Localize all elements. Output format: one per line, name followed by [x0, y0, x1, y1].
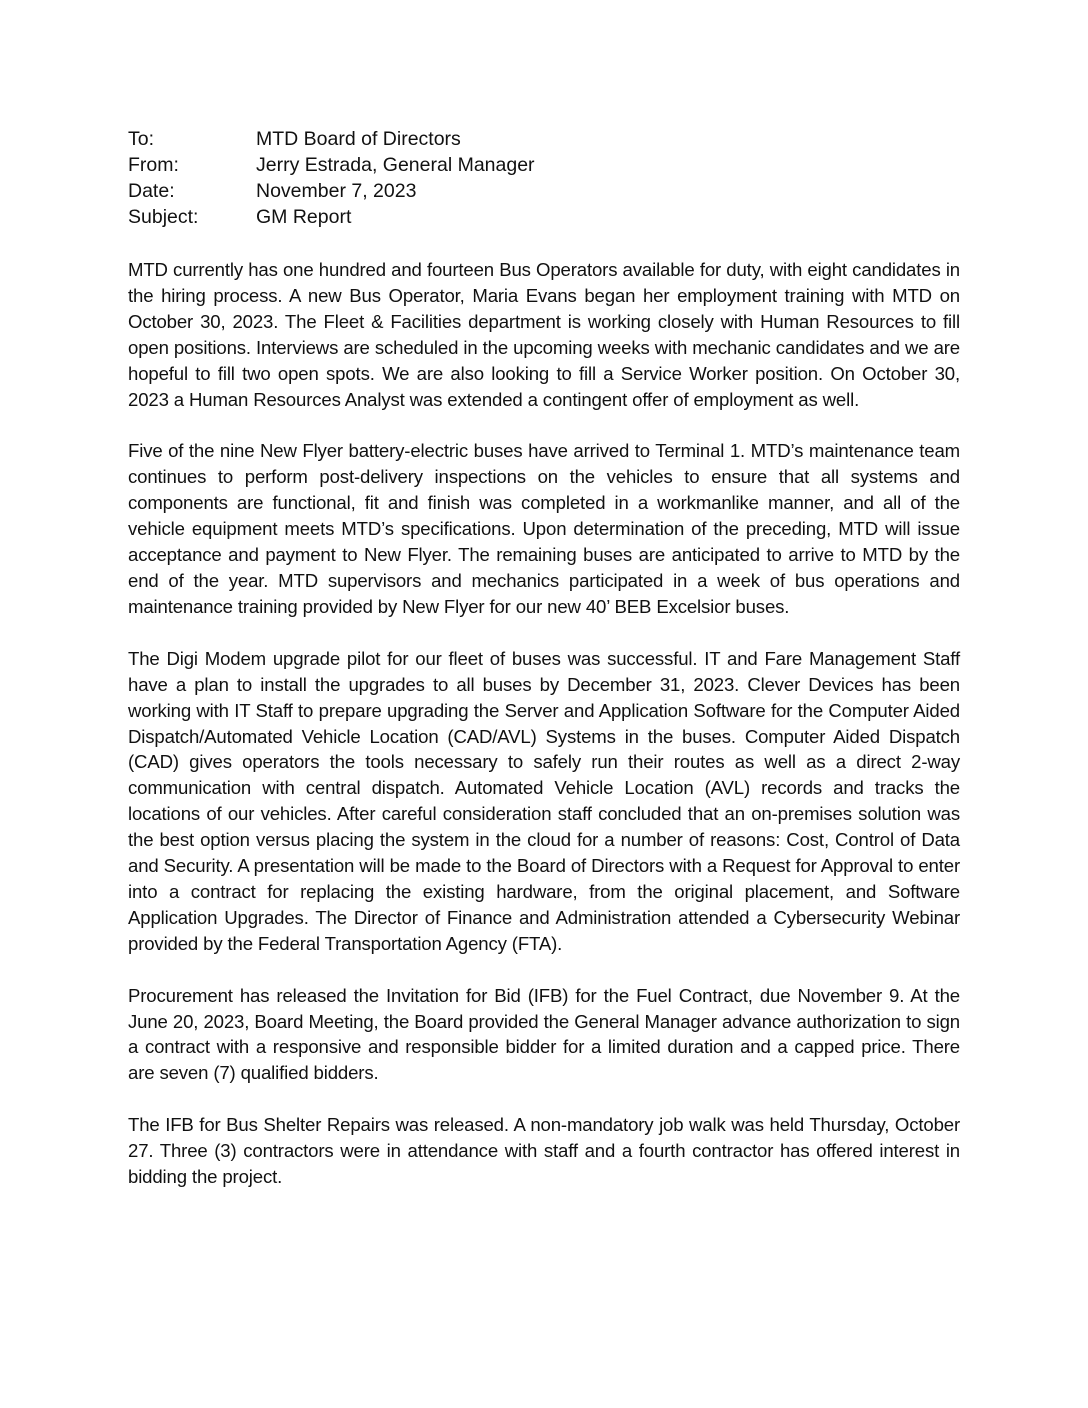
memo-to-label: To: [128, 128, 155, 150]
paragraph-battery-electric-buses: Five of the nine New Flyer battery-electric buses have arrived to Terminal 1. MTD’s maintenance team continues to perform post-delivery inspections on the vehicles to ensure that all systems and components are functional, fit and finish was completed in a workmanlike manner, and all of the vehicle equipment meets MTD’s specifications. Upon determination of the preceding, MTD will issue acceptance and payment to New Flyer. The remaining buses are anticipated to arrive to MTD by the end of the year. MTD supervisors and mechanics participated in a week of bus operations and maintenance training provided by New Flyer for our new 40’ BEB Excelsior buses. [128, 440, 960, 617]
memo-from-value: Jerry Estrada, General Manager [256, 154, 535, 176]
memo-body [128, 257, 960, 1216]
memo-from-label: From: [128, 154, 179, 176]
memo-subject-label: Subject: [128, 206, 199, 228]
memo-date-row [128, 178, 960, 204]
memo-to-value: MTD Board of Directors [256, 128, 461, 150]
memo-to-row [128, 126, 960, 152]
paragraph-bus-shelter-repairs: The IFB for Bus Shelter Repairs was released. A non-mandatory job walk was held Thursday, October 27. Three (3) contractors were in attendance with staff and a fourth contractor has offered interest in bidding the project. [128, 1114, 960, 1188]
memo-subject-value: GM Report [256, 206, 352, 228]
memo-date-label: Date: [128, 180, 175, 202]
memo-header [128, 126, 960, 230]
paragraph-fuel-contract: Procurement has released the Invitation for Bid (IFB) for the Fuel Contract, due November 9. At the June 20, 2023, Board Meeting, the Board provided the General Manager advance authorization to sign a contract with a responsive and responsible bidder for a limited duration and a capped price. There are seven (7) qualified bidders. [128, 984, 960, 1084]
memo-subject-row [128, 204, 960, 230]
paragraph-it-upgrades: The Digi Modem upgrade pilot for our fleet of buses was successful. IT and Fare Management Staff have a plan to install the upgrades to all buses by December 31, 2023. Clever Devices has been working with IT Staff to prepare upgrading the Server and Application Software for the Computer Aided Dispatch/Automated Vehicle Location (CAD/AVL) Systems in the buses. Computer Aided Dispatch (CAD) gives operators the tools necessary to safely run their routes as well as a direct 2-way communication with central dispatch. Automated Vehicle Location (AVL) records and tracks the locations of our vehicles. After careful consideration staff concluded that an on-premises solution was the best option versus placing the system in the cloud for a number of reasons: Cost, Control of Data and Security. A presentation will be made to the Board of Directors with a Request for Approval to enter into a contract for replacing the existing hardware, from the original placement, and Software Application Upgrades. The Director of Finance and Administration attended a Cybersecurity Webinar provided by the Federal Transportation Agency (FTA). [128, 647, 960, 954]
paragraph-staffing: MTD currently has one hundred and fourteen Bus Operators available for duty, with eight candidates in the hiring process. A new Bus Operator, Maria Evans began her employment training with MTD on October 30, 2023. The Fleet & Facilities department is working closely with Human Resources to fill open positions. Interviews are scheduled in the upcoming weeks with mechanic candidates and we are hopeful to fill two open spots. We are also looking to fill a Service Worker position. On October 30, 2023 a Human Resources Analyst was extended a contingent offer of employment as well. [128, 259, 960, 410]
memo-from-row [128, 152, 960, 178]
memo-date-value: November 7, 2023 [256, 180, 417, 202]
